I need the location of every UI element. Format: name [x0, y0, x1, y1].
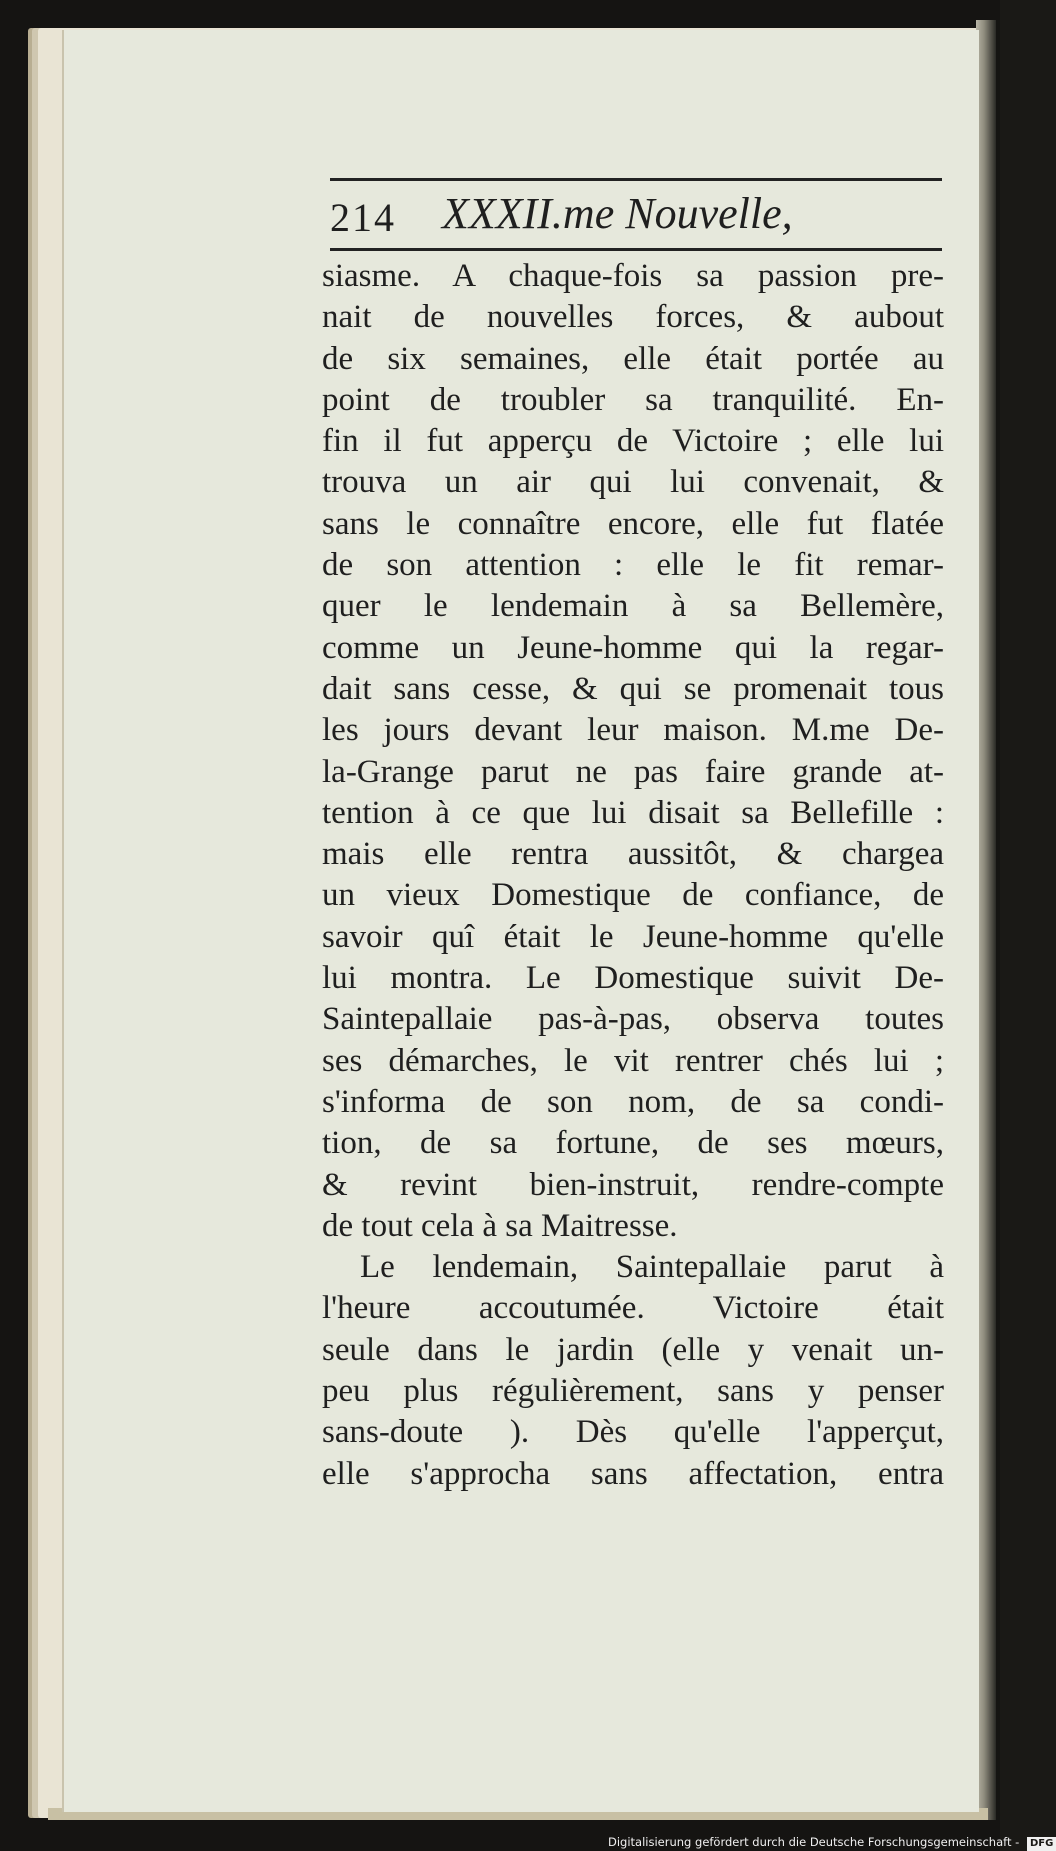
- text-line: lui montra. Le Domestique suivit De-: [322, 960, 944, 997]
- text-line: de tout cela à sa Maitresse.: [322, 1207, 678, 1244]
- book-spine-edge: [976, 20, 996, 1820]
- running-title: XXXII.me Nouvelle,: [442, 189, 793, 238]
- text-line: point de troubler sa tranquilité. En-: [322, 381, 944, 418]
- text-line: Saintepallaie pas-à-pas, observa toutes: [322, 1001, 944, 1038]
- text-line: dait sans cesse, & qui se promenait tous: [322, 670, 944, 707]
- text-line: sans le connaître encore, elle fut flatée: [322, 505, 944, 542]
- text-line: s'informa de son nom, de sa condi-: [322, 1083, 944, 1120]
- page-number: 214: [330, 195, 396, 240]
- text-line: nait de nouvelles forces, & aubout: [322, 299, 944, 336]
- text-line: mais elle rentra aussitôt, & chargea: [322, 836, 944, 873]
- digitization-credit: [608, 1834, 1056, 1850]
- text-line: Le lendemain, Saintepallaie parut à: [360, 1249, 944, 1286]
- text-line: savoir quî était le Jeune-homme qu'elle: [322, 918, 944, 955]
- text-line: elle s'approcha sans affectation, entra: [322, 1455, 944, 1492]
- header-rule-bottom: [330, 248, 942, 251]
- text-line: un vieux Domestique de confiance, de: [322, 877, 944, 914]
- text-line: peu plus régulièrement, sans y penser: [322, 1373, 944, 1410]
- text-line: tion, de sa fortune, de ses mœurs,: [322, 1125, 944, 1162]
- text-line: de six semaines, elle était portée au: [322, 340, 944, 377]
- text-line: fin il fut apperçu de Victoire ; elle lui: [322, 423, 944, 460]
- credit-text: Digitalisierung gefördert durch die Deutsche Forschungsgemeinschaft -: [608, 1835, 1020, 1849]
- text-line: comme un Jeune-homme qui la regar-: [322, 629, 944, 666]
- text-line: de son attention : elle le fit remar-: [322, 547, 944, 584]
- text-line: ses démarches, le vit rentrer chés lui ;: [322, 1042, 944, 1079]
- text-line: tention à ce que lui disait sa Bellefille :: [322, 794, 944, 831]
- running-header: [330, 188, 950, 244]
- text-line: sans-doute ). Dès qu'elle l'apperçut,: [322, 1414, 944, 1451]
- text-line: la-Grange parut ne pas faire grande at-: [322, 753, 944, 790]
- text-line: trouva un air qui lui convenait, &: [322, 464, 944, 501]
- header-rule-top: [330, 178, 942, 181]
- text-line: l'heure accoutumée. Victoire était: [322, 1290, 944, 1327]
- text-line: seule dans le jardin (elle y venait un-: [322, 1331, 944, 1368]
- text-line: les jours devant leur maison. M.me De-: [322, 712, 944, 749]
- dfg-logo: DFG: [1027, 1837, 1056, 1851]
- text-line: & revint bien-instruit, rendre-compte: [322, 1166, 944, 1203]
- text-line: siasme. A chaque-fois sa passion pre-: [322, 258, 944, 294]
- text-line: quer le lendemain à sa Bellemère,: [322, 588, 944, 625]
- body-text: [322, 256, 944, 1495]
